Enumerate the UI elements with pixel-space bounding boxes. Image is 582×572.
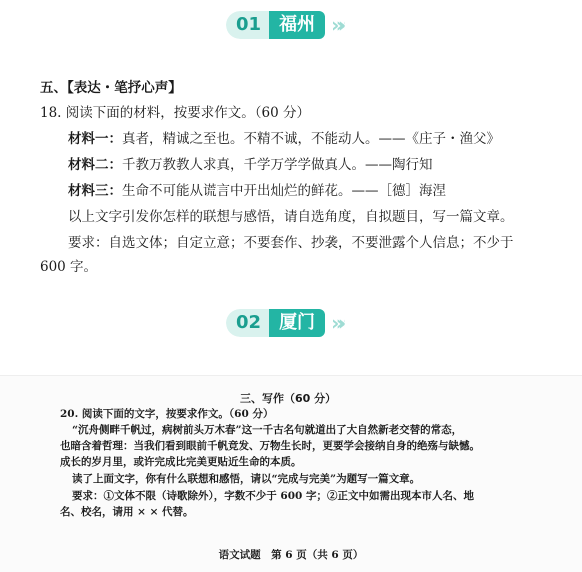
section-title: 三、写作（60 分） [240,392,337,405]
question-heading: 18. 阅读下面的材料，按要求作文。（60 分） [40,105,310,121]
writing-prompt: 读了上面文字，你有什么联想和感悟，请以“完成与完美”为题写一篇文章。 [72,473,421,485]
requirements-line-2: 名、校名，请用 × × 代替。 [60,506,194,518]
double-chevron-icon: »» [331,311,345,335]
material-text: 真者，精诚之至也。不精不诚，不能动人。——《庄子・渔父》 [122,131,500,147]
material-label: 材料一： [68,131,122,147]
material-label: 材料二： [68,157,122,173]
writing-prompt: 以上文字引发你怎样的联想与感悟，请自选角度，自拟题目，写一篇文章。 [68,209,514,225]
passage-line-1: “沉舟侧畔千帆过，病树前头万木春”这一千古名句就道出了大自然新老交替的常态， [72,424,463,436]
material-one [68,127,500,147]
section-title: 五、【表达・笔抒心声】 [40,80,182,96]
material-text: 生命不可能从谎言中开出灿烂的鲜花。——［德］海涅 [122,183,446,199]
badge-city: 福州 [269,11,325,39]
requirements-line-1: 要求：自选文体；自定立意；不要套作、抄袭，不要泄露个人信息；不少于 [68,235,514,251]
material-two [68,153,433,173]
requirements-line-1: 要求：①文体不限（诗歌除外），字数不少于 600 字；②正文中如需出现本市人名、地 [72,490,474,502]
section-badge-fuzhou [226,11,345,39]
material-three [68,179,446,199]
double-chevron-icon: »» [331,13,345,37]
passage-line-3: 成长的岁月里，或许完成比完美更贴近生命的本质。 [60,456,302,468]
page-footer: 语文试题 第 6 页（共 6 页） [218,549,364,561]
material-label: 材料三： [68,183,122,199]
question-heading: 20. 阅读下面的文字，按要求作文。（60 分） [60,408,274,420]
section-badge-xiamen [226,309,345,337]
badge-city: 厦门 [269,309,325,337]
material-text: 千教万教教人求真，千学万学学做真人。——陶行知 [122,157,433,173]
badge-number: 01 [226,11,269,39]
passage-line-2: 也暗含着哲理：当我们看到眼前千帆竞发、万物生长时，更要学会接纳自身的绝殇与缺憾。 [60,440,480,452]
requirements-line-2: 600 字。 [40,259,98,275]
badge-number: 02 [226,309,269,337]
